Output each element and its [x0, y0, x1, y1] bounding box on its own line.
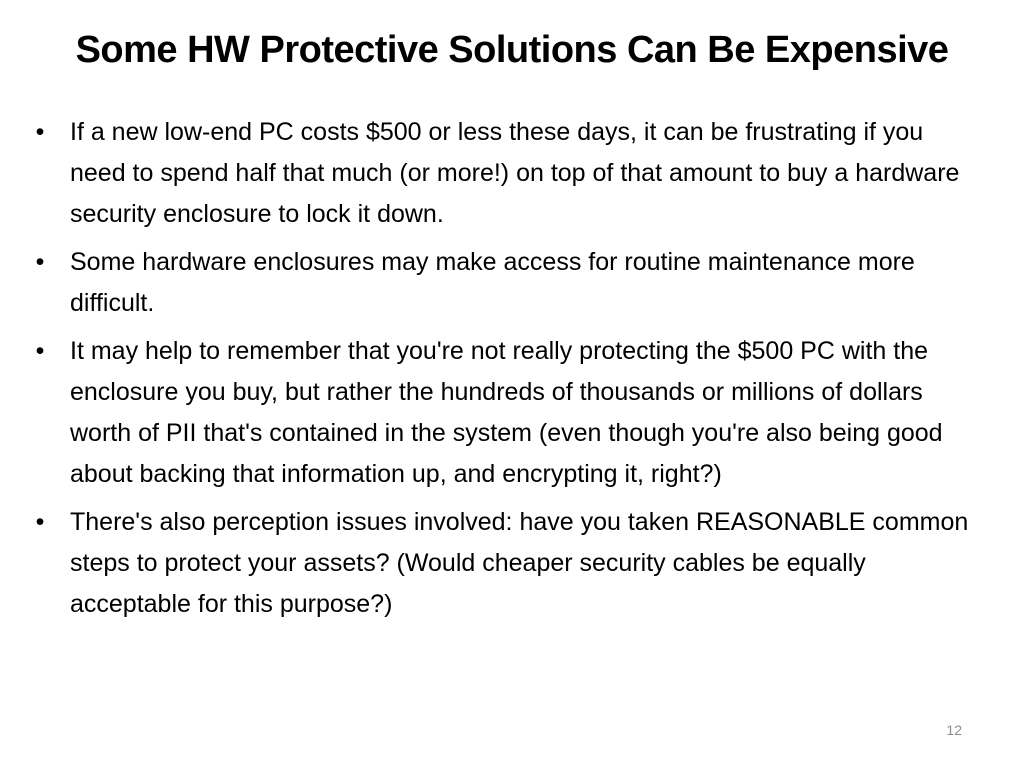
slide-title: Some HW Protective Solutions Can Be Expensive — [75, 29, 949, 71]
bullet-item — [30, 112, 975, 235]
bullet-item — [30, 242, 975, 324]
bullet-icon: • — [35, 508, 45, 536]
bullet-item — [30, 502, 975, 625]
bullet-icon: • — [35, 118, 45, 146]
slide-number: 12 — [946, 722, 962, 738]
bullet-icon: • — [35, 248, 45, 276]
bullet-text: Some hardware enclosures may make access for routine maintenance more difficult. — [70, 248, 915, 317]
bullet-text: If a new low-end PC costs $500 or less these days, it can be frustrating if you need to spend half that much (or more!) on top of that amount to buy a hardware security enclosure to lock it down. — [70, 118, 960, 228]
bullet-list — [30, 112, 975, 632]
bullet-item — [30, 331, 975, 495]
bullet-icon: • — [35, 337, 45, 365]
bullet-text: It may help to remember that you're not really protecting the $500 PC with the enclosure you buy, but rather the hundreds of thousands or millions of dollars worth of PII that's contained in the system (even though you're also being good about backing that information up, and encrypting it, right?) — [70, 337, 943, 488]
bullet-text: There's also perception issues involved: have you taken REASONABLE common steps to protect your assets? (Would cheaper security cables be equally acceptable for this purpose?) — [70, 508, 969, 618]
